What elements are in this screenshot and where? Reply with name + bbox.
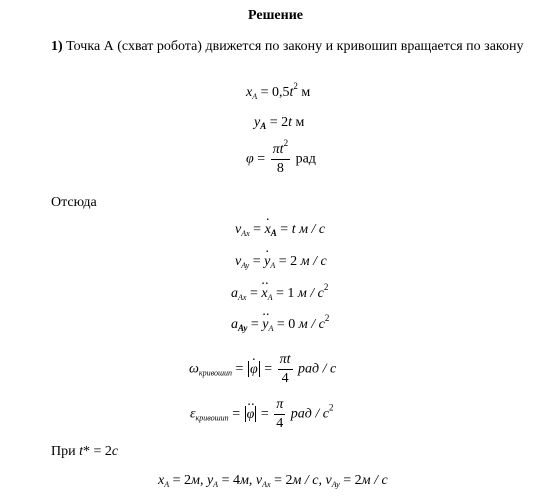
epsilon-fraction: $\frac{\pi}{4}$	[276, 397, 284, 431]
equation-phi: φ = $\frac{\pi t^2}{8}$ рад	[246, 138, 316, 176]
equation-vAx: $v_{Ax} = x \cdot_A = t$ м / с	[235, 223, 325, 237]
item-number: 1)	[51, 39, 63, 54]
equation-vAy: $v_{Ay} = y \cdot_A = 2$ м / с	[235, 255, 327, 269]
solution-title: Решение	[248, 8, 303, 23]
at-time-line: При t* = 2с	[51, 444, 119, 459]
result-line: $x_A = 2м$, $y_A = 4м$, $v_{Ax} = 2м / с$, $v_{Ay} = 2м / с$	[158, 473, 388, 489]
hence-label: Отсюда	[51, 195, 97, 210]
equation-yA: $y_A = 2t$ м	[254, 115, 305, 131]
intro-paragraph	[13, 37, 543, 57]
phi-fraction: $\frac{\pi t^2}{8}$	[272, 138, 289, 176]
omega-fraction: $\frac{\pi t}{4}$	[279, 352, 291, 386]
equation-epsilon: $\varepsilon_{кривошип} = \varphi$ ·· = $\frac{\pi}{4}$ рад / $с^2$	[190, 397, 333, 432]
equation-omega: $\omega_{кривошип} = \varphi$ · = $\frac{\pi t}{4}$ рад / с	[189, 352, 336, 387]
equation-aAx: $a_{Ax} = x \cdot\cdot_A = 1$ м / $с^2$	[231, 287, 328, 301]
equation-xA: $x_A = 0,5t^2$ м	[246, 81, 311, 101]
intro-text: Точка А (схват робота) движется по закону и кривошип вращается по закону	[66, 39, 524, 54]
equation-aAy: $a_{Ay} = y \cdot\cdot_A = 0$ м / $с^2$	[231, 318, 329, 332]
